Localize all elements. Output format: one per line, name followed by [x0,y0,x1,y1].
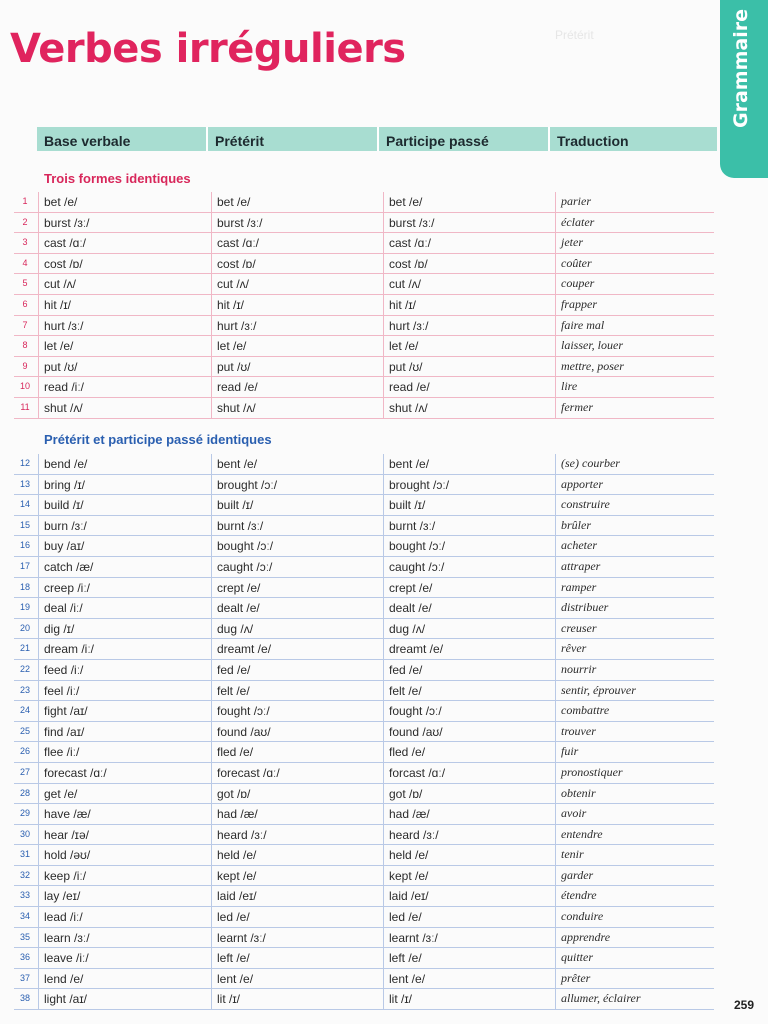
preterit-cell: dreamt /e/ [217,642,272,657]
traduction-cell: trouver [561,723,596,738]
row-number: 21 [19,643,30,654]
preterit-cell: let /e/ [217,339,247,354]
row-number: 14 [19,499,30,510]
preterit-cell: burnt /ɜː/ [217,518,264,533]
table-row [14,866,714,887]
participe-cell: cast /ɑː/ [389,236,432,251]
participe-cell: hit /ɪ/ [389,297,416,312]
preterit-cell: built /ɪ/ [217,498,254,513]
table-section-2 [14,454,714,1010]
participe-cell: lit /ɪ/ [389,992,412,1007]
participe-cell: read /e/ [389,380,430,395]
table-row [14,948,714,969]
participe-cell: burnt /ɜː/ [389,518,436,533]
participe-cell: felt /e/ [389,683,422,698]
row-number: 9 [22,360,28,371]
base-cell: light /aɪ/ [44,992,87,1007]
traduction-cell: brûler [561,517,591,532]
traduction-cell: combattre [561,703,610,718]
traduction-cell: parier [561,194,591,208]
row-number: 17 [19,560,30,571]
row-number: 37 [19,972,30,983]
row-number: 2 [22,216,28,227]
base-cell: leave /iː/ [44,951,89,966]
row-number: 34 [19,911,30,922]
ghost-text: Prétérit [555,28,594,42]
traduction-cell: acheter [561,538,597,553]
traduction-cell: obtenir [561,785,596,800]
row-number: 13 [19,478,30,489]
participe-cell: fed /e/ [389,662,423,677]
preterit-cell: led /e/ [217,910,250,925]
preterit-cell: lent /e/ [217,971,254,986]
base-cell: build /ɪ/ [44,498,84,513]
traduction-cell: (se) courber [561,456,620,470]
base-cell: dig /ɪ/ [44,621,75,636]
table-header [37,127,717,153]
preterit-cell: kept /e/ [217,868,257,883]
participe-cell: bent /e/ [389,457,430,471]
traduction-cell: fuir [561,744,579,759]
column-divider [38,454,39,1010]
table-row [14,357,714,378]
preterit-cell: held /e/ [217,848,257,863]
table-row [14,989,714,1010]
row-number: 29 [19,808,30,819]
table-row [14,825,714,846]
base-cell: deal /iː/ [44,601,83,616]
participe-cell: left /e/ [389,951,422,966]
preterit-cell: dealt /e/ [217,601,260,616]
table-row [14,639,714,660]
preterit-cell: found /aʊ/ [217,724,271,739]
traduction-cell: apporter [561,476,603,491]
participe-cell: found /aʊ/ [389,724,443,739]
base-cell: lend /e/ [44,971,84,986]
participe-cell: cut /ʌ/ [389,277,422,292]
base-cell: feed /iː/ [44,662,84,677]
base-cell: catch /æ/ [44,559,94,574]
row-number: 11 [20,401,30,412]
table-row [14,886,714,907]
preterit-cell: cost /ɒ/ [217,256,256,271]
table-row [14,907,714,928]
base-cell: have /æ/ [44,807,91,822]
preterit-cell: cut /ʌ/ [217,277,250,292]
table-row [14,845,714,866]
table-row [14,804,714,825]
preterit-cell: fled /e/ [217,745,254,760]
row-number: 35 [19,931,30,942]
base-cell: bend /e/ [44,457,88,471]
base-cell: put /ʊ/ [44,359,78,374]
row-number: 6 [22,298,28,309]
table-row [14,192,714,213]
participe-cell: shut /ʌ/ [389,400,428,415]
base-cell: cut /ʌ/ [44,277,77,292]
row-number: 27 [19,766,30,777]
side-tab-label: Grammaire [730,9,752,128]
row-number: 32 [19,869,30,880]
table-row [14,213,714,234]
table-row [14,495,714,516]
preterit-cell: put /ʊ/ [217,359,251,374]
traduction-cell: tenir [561,847,584,862]
participe-cell: dug /ʌ/ [389,621,426,636]
preterit-cell: caught /ɔː/ [217,559,273,574]
preterit-cell: felt /e/ [217,683,250,698]
preterit-cell: bet /e/ [217,195,251,209]
base-cell: cast /ɑː/ [44,236,87,251]
participe-cell: led /e/ [389,910,422,925]
row-number: 8 [22,340,28,351]
table-row [14,233,714,254]
base-cell: dream /iː/ [44,642,95,657]
side-tab [720,0,768,178]
preterit-cell: fed /e/ [217,662,251,677]
base-cell: creep /iː/ [44,580,91,595]
base-cell: feel /iː/ [44,683,80,698]
participe-cell: kept /e/ [389,868,429,883]
traduction-cell: garder [561,867,594,882]
row-number: 26 [19,746,30,757]
participe-cell: fought /ɔː/ [389,704,442,719]
row-number: 25 [19,725,30,736]
traduction-cell: construire [561,497,610,512]
base-cell: read /iː/ [44,380,85,395]
preterit-cell: got /ɒ/ [217,786,251,801]
preterit-cell: read /e/ [217,380,258,395]
participe-cell: got /ɒ/ [389,786,423,801]
table-row [14,536,714,557]
row-number: 15 [19,519,30,530]
traduction-cell: pronostiquer [561,764,623,779]
column-divider [211,192,212,419]
table-row [14,701,714,722]
row-number: 36 [19,952,30,963]
traduction-cell: quitter [561,950,593,965]
preterit-cell: hit /ɪ/ [217,297,244,312]
traduction-cell: éclater [561,214,595,229]
participe-cell: let /e/ [389,339,419,354]
header-base: Base verbale [37,127,208,151]
row-number: 18 [19,581,30,592]
base-cell: fight /aɪ/ [44,704,88,719]
participe-cell: bet /e/ [389,195,423,209]
traduction-cell: couper [561,276,595,291]
row-number: 20 [19,622,30,633]
preterit-cell: learnt /ɜː/ [217,930,266,945]
table-row [14,516,714,537]
participe-cell: had /æ/ [389,807,430,822]
section-title-1: Trois formes identiques [44,171,191,186]
traduction-cell: distribuer [561,600,609,615]
traduction-cell: attraper [561,558,601,573]
table-row [14,660,714,681]
participe-cell: lent /e/ [389,971,426,986]
header-participe: Participe passé [379,127,550,151]
participe-cell: hurt /ɜː/ [389,318,429,333]
row-number: 38 [19,993,30,1004]
traduction-cell: fermer [561,399,593,414]
base-cell: bet /e/ [44,195,78,209]
participe-cell: dreamt /e/ [389,642,444,657]
participe-cell: laid /eɪ/ [389,889,429,904]
row-number: 22 [19,663,30,674]
row-number: 33 [19,890,30,901]
table-row [14,722,714,743]
table-row [14,316,714,337]
column-divider [38,192,39,419]
base-cell: cost /ɒ/ [44,256,83,271]
base-cell: let /e/ [44,339,74,354]
participe-cell: built /ɪ/ [389,498,426,513]
preterit-cell: lit /ɪ/ [217,992,240,1007]
preterit-cell: brought /ɔː/ [217,477,278,492]
base-cell: buy /aɪ/ [44,539,85,554]
page-title: Verbes irréguliers [10,26,406,72]
table-row [14,274,714,295]
base-cell: bring /ɪ/ [44,477,85,492]
row-number: 10 [19,381,30,392]
table-row [14,254,714,275]
table-row [14,763,714,784]
base-cell: keep /iː/ [44,868,87,883]
row-number: 24 [19,705,30,716]
row-number: 16 [19,540,30,551]
row-number: 31 [19,849,30,860]
traduction-cell: lire [561,379,578,394]
traduction-cell: rêver [561,641,587,656]
column-divider [211,454,212,1010]
preterit-cell: heard /ɜː/ [217,827,267,842]
traduction-cell: ramper [561,579,597,594]
table-row [14,969,714,990]
traduction-cell: creuser [561,620,597,635]
traduction-cell: étendre [561,888,597,903]
base-cell: find /aɪ/ [44,724,85,739]
table-section-1 [14,192,714,419]
row-number: 3 [22,237,28,248]
page-number: 259 [734,998,755,1012]
header-preterit: Prétérit [208,127,379,151]
participe-cell: held /e/ [389,848,429,863]
traduction-cell: apprendre [561,929,611,944]
table-row [14,681,714,702]
row-number: 5 [22,278,28,289]
row-number: 28 [19,787,30,798]
column-divider [555,454,556,1010]
table-row [14,377,714,398]
table-row [14,928,714,949]
participe-cell: caught /ɔː/ [389,559,445,574]
row-number: 19 [19,602,30,613]
table-row [14,295,714,316]
participe-cell: dealt /e/ [389,601,432,616]
row-number: 1 [22,196,28,206]
preterit-cell: hurt /ɜː/ [217,318,257,333]
base-cell: burst /ɜː/ [44,215,90,230]
base-cell: flee /iː/ [44,745,80,760]
table-row [14,336,714,357]
base-cell: shut /ʌ/ [44,400,83,415]
row-number: 30 [19,828,30,839]
preterit-cell: shut /ʌ/ [217,400,256,415]
traduction-cell: coûter [561,255,592,270]
row-number: 23 [19,684,30,695]
table-row [14,557,714,578]
base-cell: hold /əʊ/ [44,848,91,863]
participe-cell: burst /ɜː/ [389,215,435,230]
table-row [14,742,714,763]
traduction-cell: sentir, éprouver [561,682,636,697]
traduction-cell: jeter [561,235,583,250]
base-cell: hear /ɪə/ [44,827,89,842]
table-row [14,475,714,496]
traduction-cell: nourrir [561,661,597,676]
base-cell: lay /eɪ/ [44,889,81,904]
base-cell: learn /ɜː/ [44,930,90,945]
row-number: 4 [22,257,28,268]
preterit-cell: burst /ɜː/ [217,215,263,230]
preterit-cell: laid /eɪ/ [217,889,257,904]
table-row [14,784,714,805]
traduction-cell: conduire [561,909,604,924]
preterit-cell: had /æ/ [217,807,258,822]
participe-cell: heard /ɜː/ [389,827,439,842]
base-cell: burn /ɜː/ [44,518,87,533]
traduction-cell: avoir [561,806,587,821]
participe-cell: cost /ɒ/ [389,256,428,271]
column-divider [383,192,384,419]
table-row [14,398,714,419]
base-cell: lead /iː/ [44,910,83,925]
traduction-cell: mettre, poser [561,358,624,373]
traduction-cell: laisser, louer [561,338,624,353]
section-title-2: Prétérit et participe passé identiques [44,432,272,447]
table-row [14,598,714,619]
column-divider [383,454,384,1010]
traduction-cell: prêter [561,970,591,985]
base-cell: hurt /ɜː/ [44,318,84,333]
table-row [14,578,714,599]
traduction-cell: entendre [561,826,603,841]
header-traduction: Traduction [550,127,717,151]
participe-cell: forcast /ɑː/ [389,765,446,780]
preterit-cell: cast /ɑː/ [217,236,260,251]
participe-cell: put /ʊ/ [389,359,423,374]
preterit-cell: bent /e/ [217,457,258,471]
participe-cell: crept /e/ [389,580,433,595]
base-cell: hit /ɪ/ [44,297,71,312]
base-cell: get /e/ [44,786,78,801]
participe-cell: bought /ɔː/ [389,539,446,554]
table-row [14,619,714,640]
traduction-cell: allumer, éclairer [561,991,641,1006]
preterit-cell: fought /ɔː/ [217,704,270,719]
participe-cell: brought /ɔː/ [389,477,450,492]
base-cell: forecast /ɑː/ [44,765,107,780]
row-number: 12 [19,458,30,468]
participe-cell: fled /e/ [389,745,426,760]
preterit-cell: bought /ɔː/ [217,539,274,554]
traduction-cell: frapper [561,296,597,311]
table-row [14,454,714,475]
column-divider [555,192,556,419]
participe-cell: learnt /ɜː/ [389,930,438,945]
preterit-cell: left /e/ [217,951,250,966]
preterit-cell: forecast /ɑː/ [217,765,280,780]
preterit-cell: dug /ʌ/ [217,621,254,636]
traduction-cell: faire mal [561,317,605,332]
preterit-cell: crept /e/ [217,580,261,595]
row-number: 7 [22,319,28,330]
